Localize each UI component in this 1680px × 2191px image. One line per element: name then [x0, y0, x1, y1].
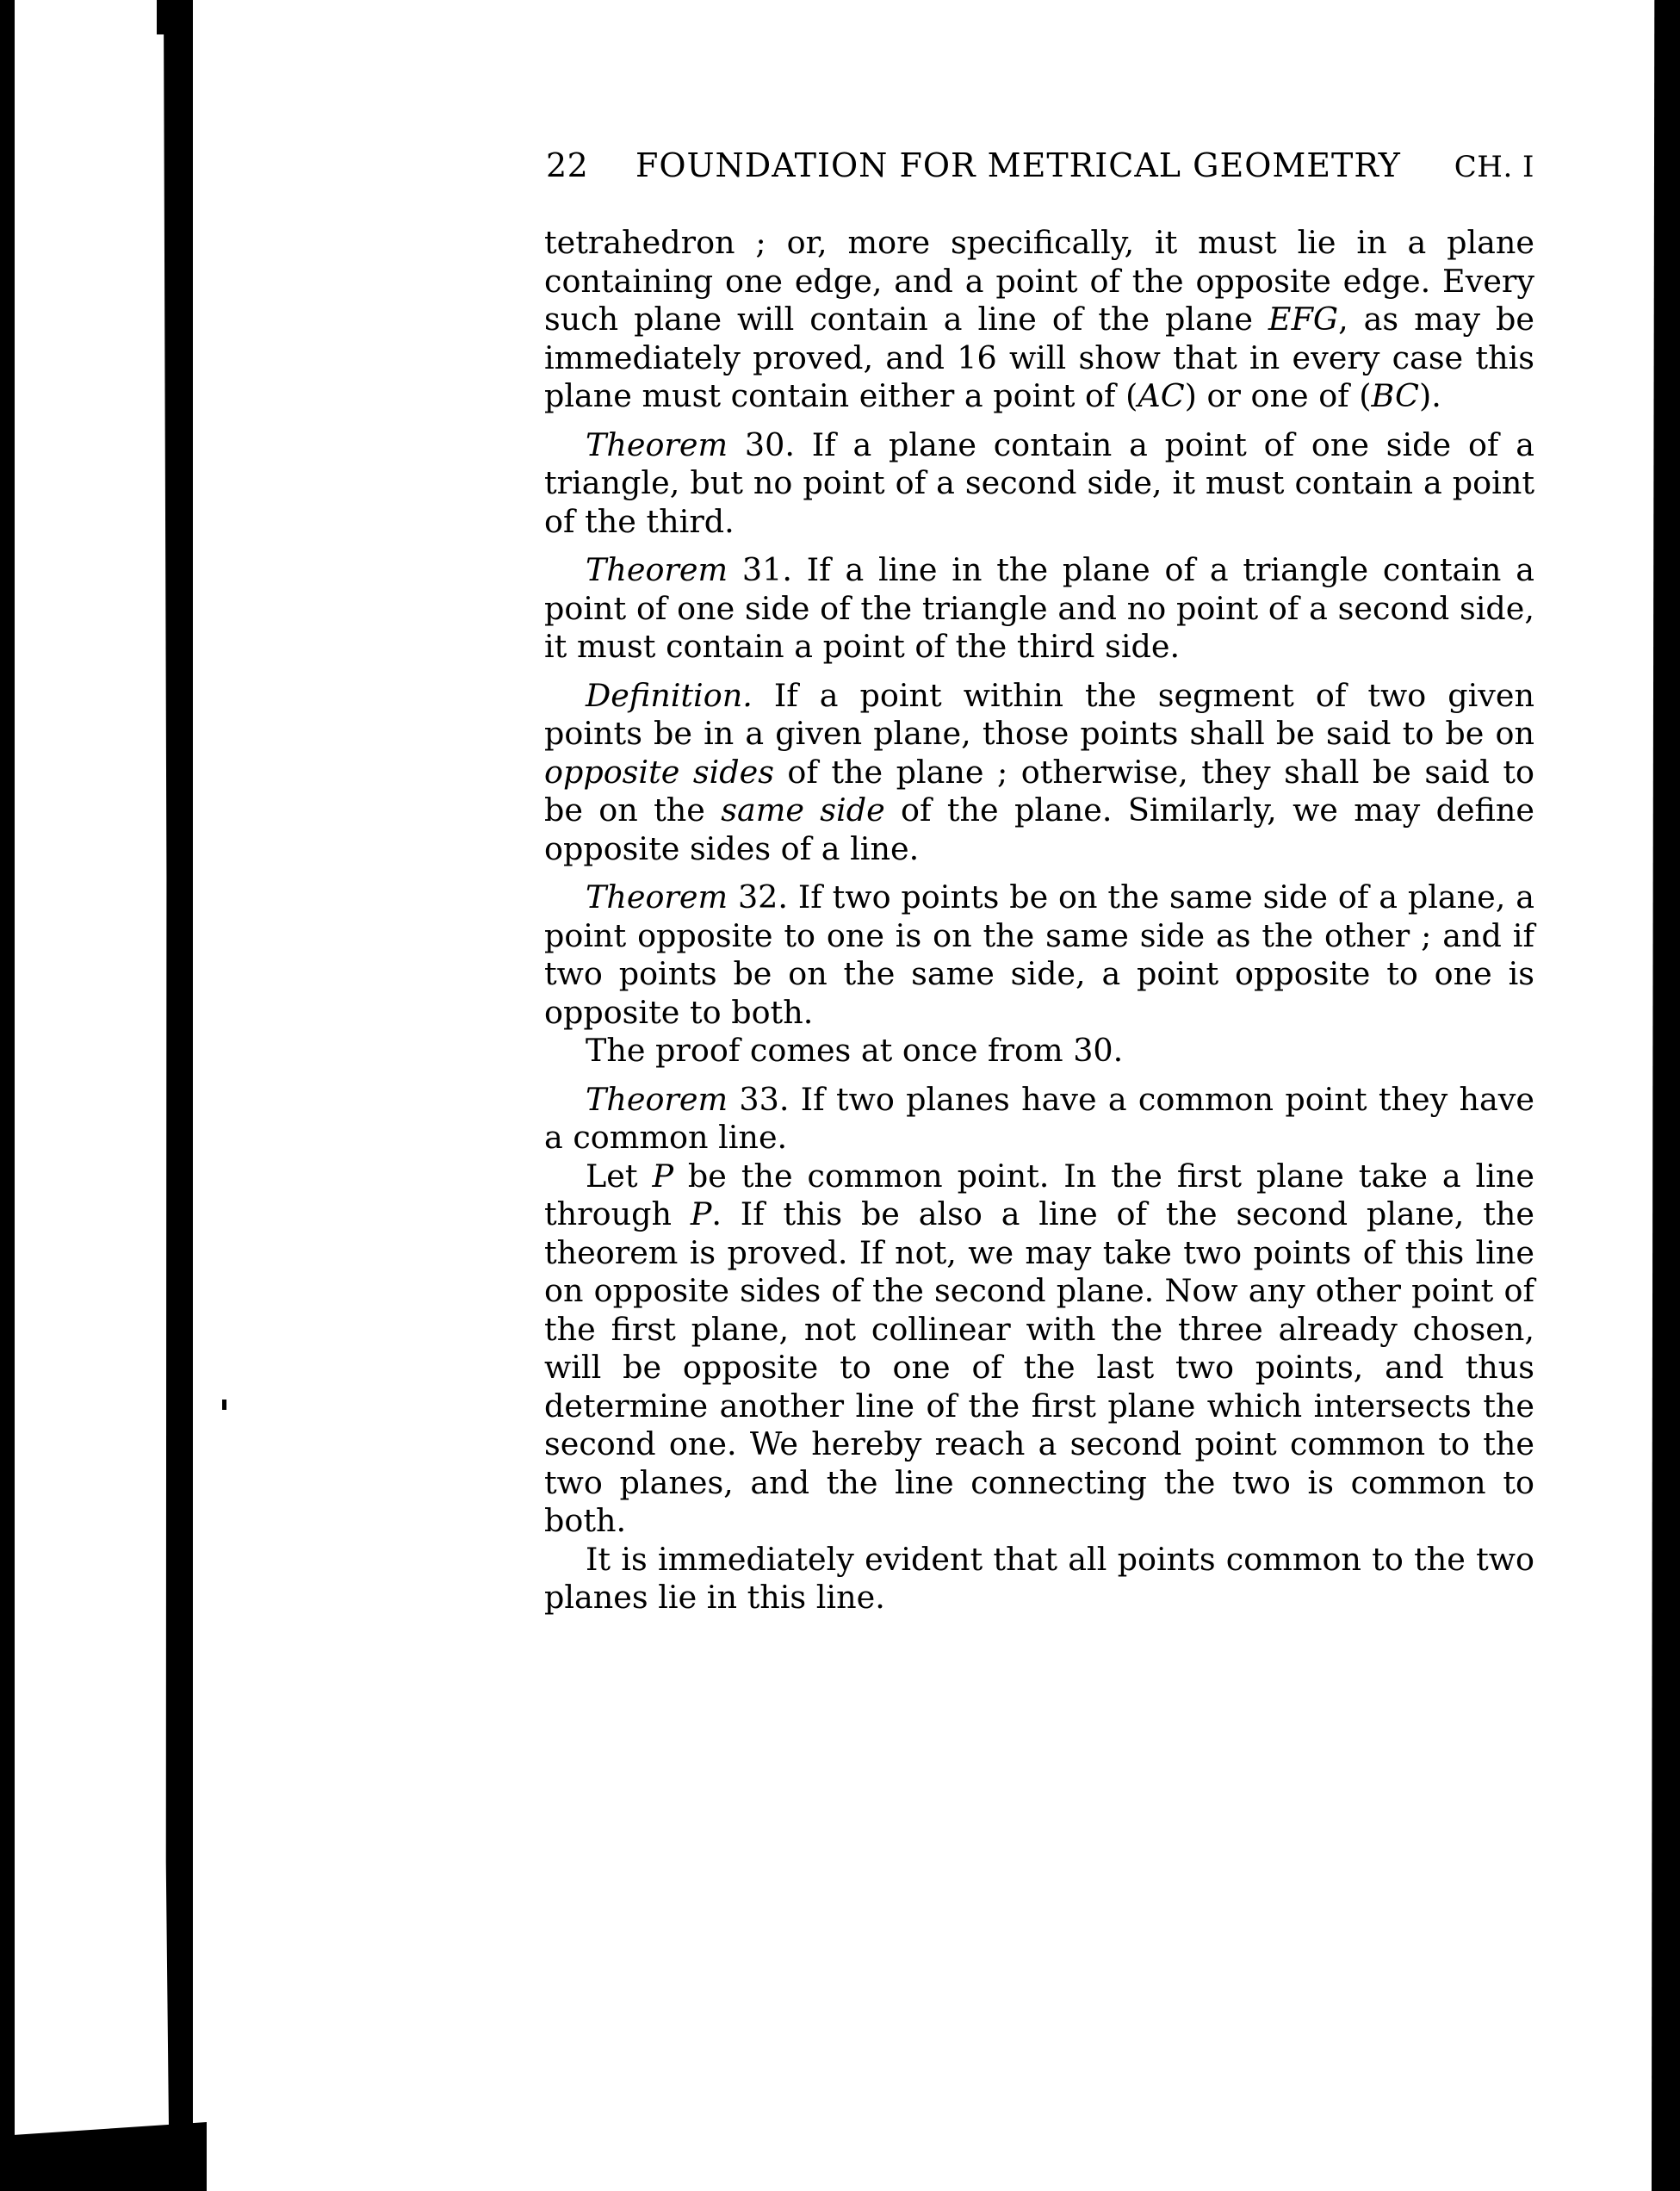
- book-page: [544, 138, 1534, 1617]
- scan-speck: [222, 1400, 226, 1410]
- text-run: 31. If a line in the plane of a triangle contain a point of one side of the triangle and no point of a second side, it must contain a point of the third side.: [544, 551, 1534, 665]
- math-label: P: [652, 1157, 673, 1195]
- paragraph-closing: [544, 1541, 1534, 1617]
- paragraph-definition: [544, 677, 1534, 869]
- text-run: It is immediately evident that all points common to the two planes lie in this line.: [544, 1540, 1534, 1616]
- paragraph-proof-32: [544, 1032, 1534, 1071]
- text-run: 30. If a plane contain a point of one side of a triangle, but no point of a second side, it must contain a point of the third.: [544, 425, 1534, 540]
- paragraph-theorem-31: [544, 551, 1534, 667]
- scan-edge-right: [1652, 0, 1680, 2191]
- text-run: tetrahedron ; or, more specifically, it must lie in a plane containing one edge, and a point of the opposite edge. Every such plane will contain a line of the plane: [544, 224, 1534, 338]
- text-run: . If this be also a line of the second plane, the theorem is proved. If not, we may take two points of this line on opposite sides of the second plane. Now any other point of the first plane, not collinear with the three already chosen, will be opposite to one of the last two points, and thus determine another line of the first plane which intersects the second one. We hereby reach a second point common to the two planes, and the line connecting the two is common to both.: [544, 1195, 1534, 1539]
- text-run: ).: [1418, 377, 1441, 414]
- text-run: 32. If two points be on the same side of a plane, a point opposite to one is on the same side as the other ; and if two points be on the same side, a point opposite to one is opposite to both.: [544, 878, 1534, 1031]
- paragraph-theorem-30: [544, 426, 1534, 542]
- text-run: of the plane. Similarly, we may define opposite sides of a line.: [544, 791, 1535, 867]
- paragraph-theorem-33: [544, 1081, 1534, 1158]
- text-run: Let: [586, 1157, 653, 1195]
- theorem-label: Theorem: [586, 551, 728, 588]
- theorem-label: Theorem: [586, 1080, 728, 1118]
- running-head: [544, 138, 1534, 189]
- text-run: If a point within the segment of two given points be in a given plane, those points shall be said to be on: [544, 676, 1534, 752]
- chapter-label: CH. I: [1454, 150, 1534, 184]
- theorem-label: Theorem: [586, 425, 728, 463]
- paragraph-proof-33: [544, 1158, 1534, 1541]
- definition-label: Definition.: [586, 676, 753, 714]
- theorem-label: Theorem: [586, 878, 728, 916]
- math-label: EFG: [1268, 301, 1339, 338]
- text-run: ) or one of (: [1184, 377, 1372, 414]
- page-number: 22: [546, 146, 589, 184]
- scan-spine-shadow: [164, 0, 193, 2191]
- scan-edge-bottom: [0, 2122, 207, 2191]
- text-run: , as may be immediately proved, and 16 will show that in every case this plane must contain either a point of (: [544, 301, 1534, 414]
- math-label: P: [690, 1195, 712, 1232]
- text-run: be the common point. In the first plane take a line through: [544, 1157, 1534, 1232]
- paragraph-continuation: [544, 224, 1534, 416]
- math-label: AC: [1138, 377, 1185, 414]
- scan-edge-left: [0, 0, 15, 2191]
- text-run: The proof comes at once from 30.: [586, 1032, 1124, 1069]
- text-run: 33. If two planes have a common point they have a common line.: [544, 1080, 1534, 1156]
- defined-term: same side: [721, 791, 885, 829]
- math-label: BC: [1371, 377, 1419, 414]
- paragraph-theorem-32: [544, 878, 1534, 1032]
- running-title: FOUNDATION FOR METRICAL GEOMETRY: [635, 146, 1401, 184]
- body-text: [544, 224, 1534, 1617]
- text-run: of the plane ; otherwise, they shall be said to be on the: [544, 753, 1534, 829]
- defined-term: opposite sides: [544, 753, 774, 791]
